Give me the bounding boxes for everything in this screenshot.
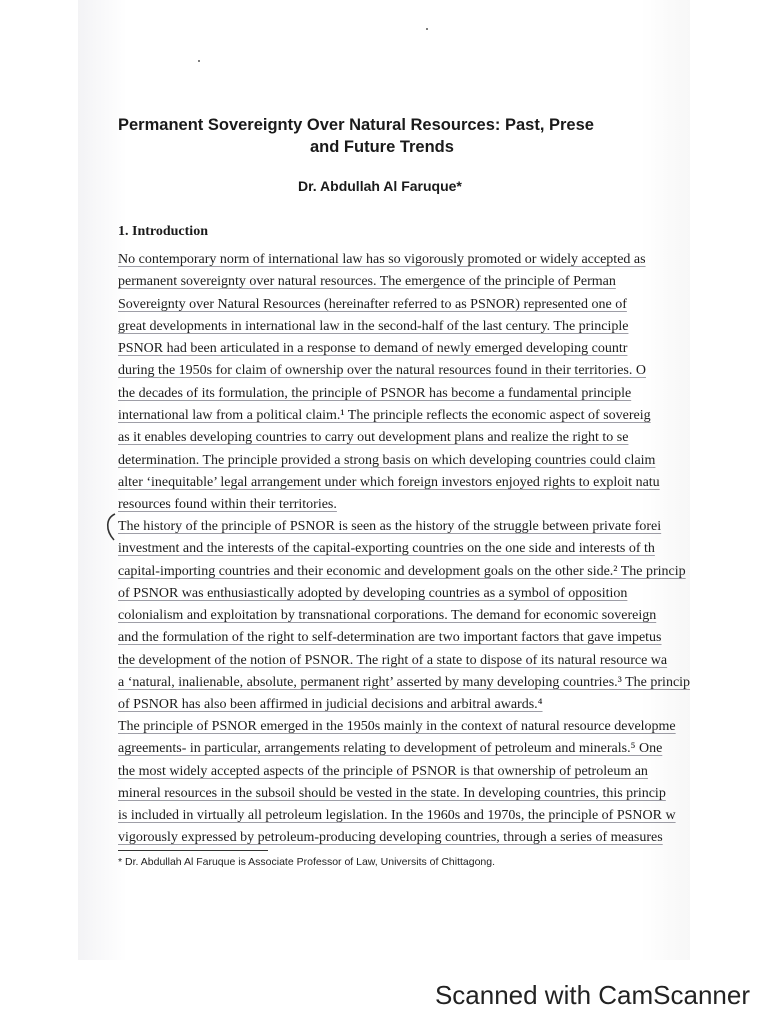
footnote-divider — [118, 850, 268, 851]
text-line: of PSNOR was enthusiastically adopted by developing countries as a symbol of opposition — [118, 585, 628, 601]
text-line: the most widely accepted aspects of the principle of PSNOR is that ownership of petroleum an — [118, 763, 648, 779]
text-line: and the formulation of the right to self-determination are two important factors that gave impetus — [118, 630, 662, 646]
camscanner-watermark: Scanned with CamScanner — [434, 980, 750, 1010]
paragraph-2 — [118, 516, 690, 717]
text-line: capital-importing countries and their economic and development goals on the other side.² The princip — [118, 563, 686, 579]
text-line: determination. The principle provided a strong basis on which developing countries could claim — [118, 452, 656, 468]
text-line: as it enables developing countries to carry out development plans and realize the right to se — [118, 430, 629, 446]
text-line: of PSNOR has also been affirmed in judicial decisions and arbitral awards.⁴ — [118, 697, 543, 713]
text-line: during the 1950s for claim of ownership over the natural resources found in their territories. O — [118, 363, 646, 379]
document-title — [0, 114, 690, 158]
handwritten-bracket-mark — [102, 512, 118, 542]
text-line: resources found within their territories. — [118, 497, 337, 513]
text-line: permanent sovereignty over natural resources. The emergence of the principle of Perman — [118, 274, 616, 290]
text-line: The history of the principle of PSNOR is seen as the history of the struggle between private forei — [118, 519, 662, 534]
paragraph-3 — [118, 716, 690, 850]
text-line: colonialism and exploitation by transnational corporations. The demand for economic sovereign — [118, 608, 657, 624]
text-line: the development of the notion of PSNOR. The right of a state to dispose of its natural resource wa — [118, 652, 668, 668]
text-line: a ‘natural, inalienable, absolute, permanent right’ asserted by many developing countries.³ The princip — [118, 675, 690, 691]
text-line: Sovereignty over Natural Resources (hereinafter referred to as PSNOR) represented one of — [118, 296, 627, 312]
title-line-1: Permanent Sovereignty Over Natural Resources: Past, Prese — [118, 116, 594, 134]
author-name: Dr. Abdullah Al Faruque* — [298, 178, 462, 194]
text-line: alter ‘inequitable’ legal arrangement under which foreign investors enjoyed rights to exploit natu — [118, 474, 660, 490]
speck — [426, 28, 428, 30]
section-heading: 1. Introduction — [118, 224, 208, 239]
text-line: vigorously expressed by petroleum-producing developing countries, through a series of measures — [118, 830, 663, 846]
text-line: The principle of PSNOR emerged in the 1950s mainly in the context of natural resource developme — [118, 719, 676, 734]
text-line: agreements- in particular, arrangements relating to development of petroleum and minerals.⁵ One — [118, 741, 663, 757]
footnote: * Dr. Abdullah Al Faruque is Associate Professor of Law, Universits of Chittagong. — [118, 856, 496, 868]
text-line: is included in virtually all petroleum legislation. In the 1960s and 1970s, the principle of PSNOR w — [118, 808, 676, 824]
text-line: the decades of its formulation, the principle of PSNOR has become a fundamental principle — [118, 385, 632, 401]
text-line: international law from a political claim.¹ The principle reflects the economic aspect of sovereig — [118, 408, 651, 424]
text-line: great developments in international law in the second-half of the last century. The principle — [118, 318, 629, 334]
text-line: investment and the interests of the capital-exporting countries on the one side and interests of th — [118, 541, 655, 557]
text-line: PSNOR had been articulated in a response to demand of newly emerged developing countr — [118, 341, 628, 357]
paragraph-1 — [118, 249, 690, 517]
speck — [198, 60, 200, 62]
text-line: mineral resources in the subsoil should be vested in the state. In developing countries, this princip — [118, 785, 666, 801]
title-line-2: and Future Trends — [310, 138, 454, 156]
text-line: No contemporary norm of international law has so vigorously promoted or widely accepted as — [118, 252, 646, 267]
